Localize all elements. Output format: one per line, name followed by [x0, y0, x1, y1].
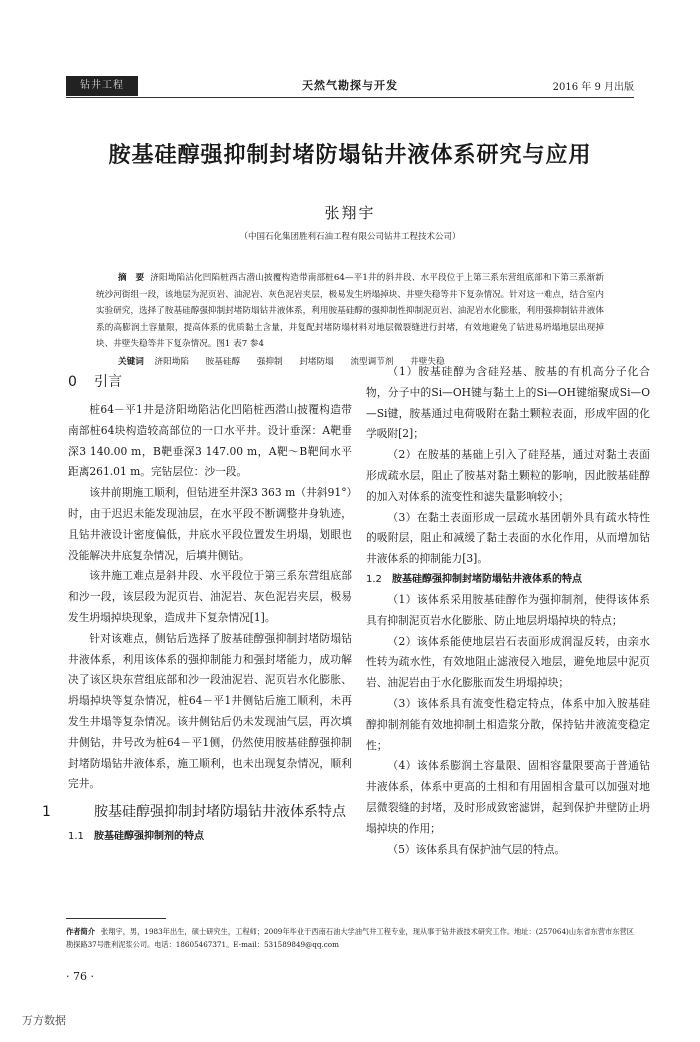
keyword: 强抑制 — [256, 357, 283, 367]
subsection-heading-1-1 — [68, 827, 352, 847]
journal-name: 天然气勘探与开发 — [302, 79, 398, 92]
paragraph: 该井施工难点是斜井段、水平段位于第三系东营组底部和沙一段，该层段为泥页岩、油泥岩、灰色泥岩夹层，极易发生坍塌掉块现象，造成井下复杂情况[1]。 — [68, 569, 352, 624]
watermark: 万方数据 — [22, 1014, 66, 1027]
keywords-label: 关键词 — [118, 357, 144, 367]
author-name: 张翔宇 — [324, 204, 376, 222]
subsection-title: 胺基硅醇强抑制封堵防塌钻井液体系的特点 — [392, 573, 582, 585]
abstract-text: 济阳坳陷沾化凹陷桩西古潜山披覆构造带南部桩64—平1井的斜井段、水平段位于上第三系东营组底部和下第三系渐新统沙河街组一段，该地层为泥页岩、油泥岩、灰色泥岩夹层，极易发生坍塌掉块、井壁失稳等井下复杂情况。针对这一难点，结合室内实验研究，选择了胺基硅醇强抑制封堵防塌钻井液体系，利用胺基硅醇的强抑制性抑制泥页岩、油泥岩水化膨胀，利用强抑制钻井液体系的高膨润土容量限，提高体系的优质黏土含量，并复配封堵防塌材料对地层微裂缝进行封堵，有效地避免了钻进易坍塌地层出现掉块、井壁失稳等井下复杂情况。图1 表7 参4 — [96, 273, 604, 350]
paragraph: （3）在黏土表面形成一层疏水基团朝外具有疏水特性的吸附层，阻止和减缓了黏土表面的水化作用，从而增加钻井液体系的抑制能力[3]。 — [366, 510, 650, 566]
paragraph: 桩64－平1井是济阳坳陷沾化凹陷桩西潜山披覆构造带南部桩64块构造较高部位的一口水平井。设计垂深：A靶垂深3 140.00 m，B靶垂深3 147.00 m，A靶～B靶间水平距离261.01 m。完钻层位：沙一段。 — [68, 403, 352, 479]
paragraph: 针对该难点，侧钻后选择了胺基硅醇强抑制封堵防塌钻井液体系，利用该体系的强抑制能力和强封堵能力，成功解决了该区块东营组底部和沙一段油泥岩、泥页岩水化膨胀、坍塌掉块等复杂情况，桩64－平1井侧钻后施工顺利，未再发生井塌等复杂情况。该井侧钻后仍未发现油气层，再次填井侧钻，井号改为桩64－平1侧，仍然使用胺基硅醇强抑制封堵防塌钻井液体系，施工顺利，也未出现复杂情况，顺利完井。 — [68, 631, 352, 791]
paper-title: 胺基硅醇强抑制封堵防塌钻井液体系研究与应用 — [108, 143, 592, 168]
paragraph: （1）胺基硅醇为含硅羟基、胺基的有机高分子化合物，分子中的Si—OH键与黏土上的Si—OH键缩聚成Si—O—Si键，胺基通过电荷吸附在黏土颗粒表面，形成牢固的化学吸附[2]； — [366, 365, 650, 441]
section-heading-intro — [68, 370, 352, 394]
right-column — [366, 362, 650, 860]
paragraph: （2）在胺基的基础上引入了硅羟基，通过对黏土表面形成疏水层，阻止了胺基对黏土颗粒的影响，因此胺基硅醇的加入对体系的流变性和滤失量影响较小； — [366, 448, 650, 503]
section-title: 引言 — [94, 374, 122, 390]
page-number: · 76 · — [66, 970, 94, 983]
subsection-number: 1.2 — [366, 573, 382, 585]
section-number: 1 — [42, 804, 51, 821]
abstract-label: 摘 要 — [118, 273, 145, 283]
paragraph: （2）该体系能使地层岩石表面形成润湿反转，由亲水性转为疏水性，有效地阻止滤液侵入地层，避免地层中泥页岩、油泥岩由于水化膨胀而发生坍塌掉块； — [366, 634, 650, 690]
section-number: 0 — [68, 374, 77, 390]
footnote-rule — [66, 918, 166, 919]
paragraph: （3）该体系具有流变性稳定特点，体系中加入胺基硅醇抑制剂能有效地抑制土相造浆分散，保持钻井液流变稳定性； — [366, 696, 650, 752]
subsection-title: 胺基硅醇强抑制剂的特点 — [94, 831, 204, 843]
subsection-heading-1-2 — [366, 570, 650, 590]
section-title: 胺基硅醇强抑制封堵防塌钻井液体系特点 — [94, 804, 346, 821]
keyword: 济阳坳陷 — [154, 357, 189, 367]
header-rule — [66, 97, 634, 98]
keyword: 封堵防塌 — [299, 357, 334, 367]
author-footnote — [66, 925, 634, 951]
author-affiliation: （中国石化集团胜利石油工程有限公司钻井工程技术公司） — [239, 232, 461, 242]
abstract — [96, 270, 604, 353]
paragraph: 该井前期施工顺利，但钻进至井深3 363 m（井斜91°）时，由于迟迟未能发现油层，在水平段不断调整井身轨迹，且钻井液设计密度偏低，井底水平段位置发生坍塌，划眼也没能解决井底复杂情况，后填井侧钻。 — [68, 486, 352, 562]
paragraph: （1）该体系采用胺基硅醇作为强抑制剂，使得该体系具有抑制泥页岩水化膨胀、防止地层坍塌掉块的特点； — [366, 592, 650, 627]
left-column — [42, 362, 352, 847]
paragraph: （4）该体系膨润土容量限、固相容量限要高于普通钻井液体系，体系中更高的土相和有用固相含量可以加强对地层微裂缝的封堵，及时形成致密滤饼，起到保护井壁防止坍塌掉块的作用； — [366, 759, 650, 835]
subsection-number: 1.1 — [68, 831, 84, 843]
running-header — [66, 74, 634, 98]
section-heading-1 — [42, 801, 352, 823]
paragraph: （5）该体系具有保护油气层的特点。 — [387, 842, 566, 856]
issue-date: 2016 年 9 月出版 — [552, 82, 634, 93]
footnote-label: 作者简介 — [66, 927, 95, 936]
keyword: 流型调节剂 — [350, 357, 394, 367]
keyword: 胺基硅醇 — [205, 357, 241, 367]
keyword: 井壁失稳 — [410, 357, 445, 367]
section-tag: 钻井工程 — [66, 76, 138, 96]
footnote-text: 张翔宇，男，1983年出生，硕士研究生，工程师；2009年毕业于西南石油大学油气井工程专业，现从事于钻井液技术研究工作。地址：(257064)山东省东营市东营区勘探路37号胜利泥浆公司。电话：18605467371。E-mail：531589849@qq.com — [66, 927, 634, 949]
